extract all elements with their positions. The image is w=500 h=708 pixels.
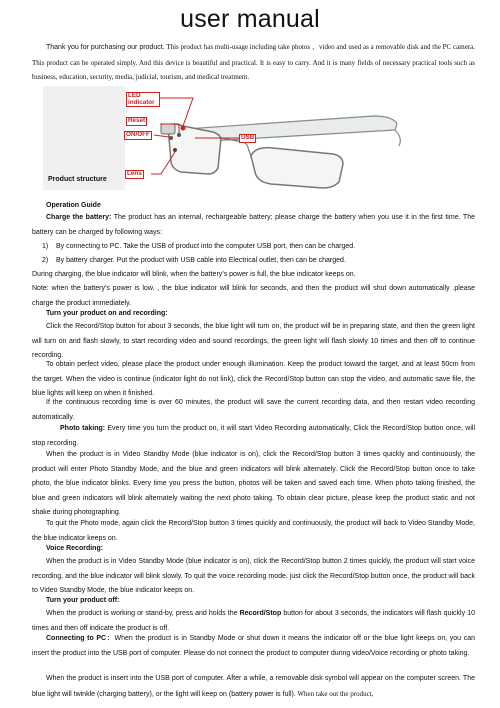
pc-paragraph-1: Connecting to PC：When the product is in Standby Mode or shut down it means the indicator off or the blue light keeps on, you can insert the product into the USB port of computer. Please do not connect the product to computer during video/Voice recording or photo taking. bbox=[32, 635, 475, 657]
photo-paragraph-2: When the product is in Video Standby Mode (blue indicator is on), click the Record/Stop button 3 times quickly and continuously, the product will enter Photo Standby Mode, and the blue and green indicators will blink alternately. Click the Record/Stop button once to take photo, the blue indicator blinks. Every time you press the button, photos will be taken and saved each time. When photo taking finished, the blue and green indicators will blink alternately waiting the next photo taking. To obtain clear picture, please keep the product static and not shake during photographing. bbox=[32, 451, 475, 516]
label-reset: Reset bbox=[128, 117, 146, 124]
figure-caption: Product structure bbox=[48, 176, 107, 183]
charge-paragraph: Charge the battery: The product has an internal, rechargeable battery; please charge the battery when you use it in the first time. The battery can be charged by following ways: bbox=[32, 214, 475, 236]
operation-guide-heading: Operation Guide bbox=[46, 202, 101, 209]
product-structure-figure bbox=[43, 86, 480, 190]
turn-on-heading: Turn your product on and recording: bbox=[46, 310, 168, 317]
turn-off-paragraph: When the product is working or stand-by, press and holds the Record/Stop button for about 3 seconds, the indicators will flash quickly 10 times and then off indicate the product is off. bbox=[32, 610, 475, 632]
intro-text: This product has multi-usage including take photos 、video and used as a removable disk and the PC camera. This product can be operated simply. And this device is beautiful and practical. It is easy to carry. And it is many fields of necessary practical tools such as business, education, security, media, judicial, tourism, and medical treatment. bbox=[32, 43, 475, 81]
pc-paragraph-2: When the product is insert into the USB port of computer. After a while, a removable disk symbol will appear on the computer screen. The blue light will twinkle (charging battery), or the light will keep on (battery power is full). When take out the product, bbox=[32, 675, 475, 698]
charge-item-2: 2) By battery charger. Put the product with USB cable into Electrical outlet, then can be charged. bbox=[42, 257, 346, 264]
turn-off-heading: Turn your product off: bbox=[46, 597, 120, 604]
label-led-indicator: LED indicator bbox=[126, 92, 160, 107]
charge-note: Note: when the battery’s power is low. , the blue indicator will blink for seconds, and then the product will shut down automatically .please charge the product immediately. bbox=[32, 285, 475, 307]
turn-on-paragraph-2: To obtain perfect video, please place the product under enough illumination. Keep the product toward the target, and at least 50cm from the target. When the video is continue (indicator light do not link), click the Record/Stop button can stop the video, and automatic save file, the blue lights will keep on when it finished. bbox=[32, 361, 475, 397]
pc-heading: Connecting to PC： bbox=[46, 635, 115, 642]
turn-on-paragraph-1: Click the Record/Stop button for about 3 seconds, the blue light will turn on, the product will be in preparing state, and then the green light will turn on and flash slowly, to start recording video and sound recordings, the green light will flash slowly 10 times and then off to continue recording. bbox=[32, 323, 475, 359]
charge-item-1: 1) By connecting to PC. Take the USB of product into the computer USB port, then can be charged. bbox=[42, 243, 356, 250]
turn-on-paragraph-3: If the continuous recording time is over 60 minutes, the product will save the current recording data, and then restart video recording automatically. bbox=[32, 399, 475, 421]
page-title: user manual bbox=[180, 5, 320, 33]
photo-paragraph-1: Photo taking: Every time you turn the product on, it will start Video Recording automatically, Click the Record/Stop button once, will stop recording. bbox=[32, 425, 475, 447]
photo-paragraph-3: To quit the Photo mode, again click the Record/Stop button 3 times quickly and continuously, the product will back to Video Standby Mode, the blue indicator keeps on. bbox=[32, 520, 475, 542]
glasses-illustration bbox=[43, 86, 480, 190]
charge-heading: Charge the battery: bbox=[46, 214, 112, 221]
label-on-off: ON/OFF bbox=[126, 131, 150, 138]
label-usb: USB bbox=[241, 134, 255, 141]
label-lens: Lens bbox=[127, 170, 142, 177]
voice-paragraph: When the product is in Video Standby Mode (blue indicator is on), click the Record/Stop button 2 times quickly, the product will start voice recording, and the blue indicator will blink slowly. To quit the voice recording mode, just click the Record/Stop button once, the product will back to Video Standby Mode, the blue indicator keeps on. bbox=[32, 558, 475, 594]
intro-lead: Thank you for purchasing our product. bbox=[46, 44, 165, 51]
photo-heading: Photo taking: bbox=[60, 425, 106, 432]
charge-during: During charging, the blue indicator will blink, when the battery’s power is full, the blue indicator keeps on. bbox=[32, 271, 356, 278]
voice-heading: Voice Recording: bbox=[46, 545, 104, 552]
intro-paragraph bbox=[32, 40, 475, 85]
